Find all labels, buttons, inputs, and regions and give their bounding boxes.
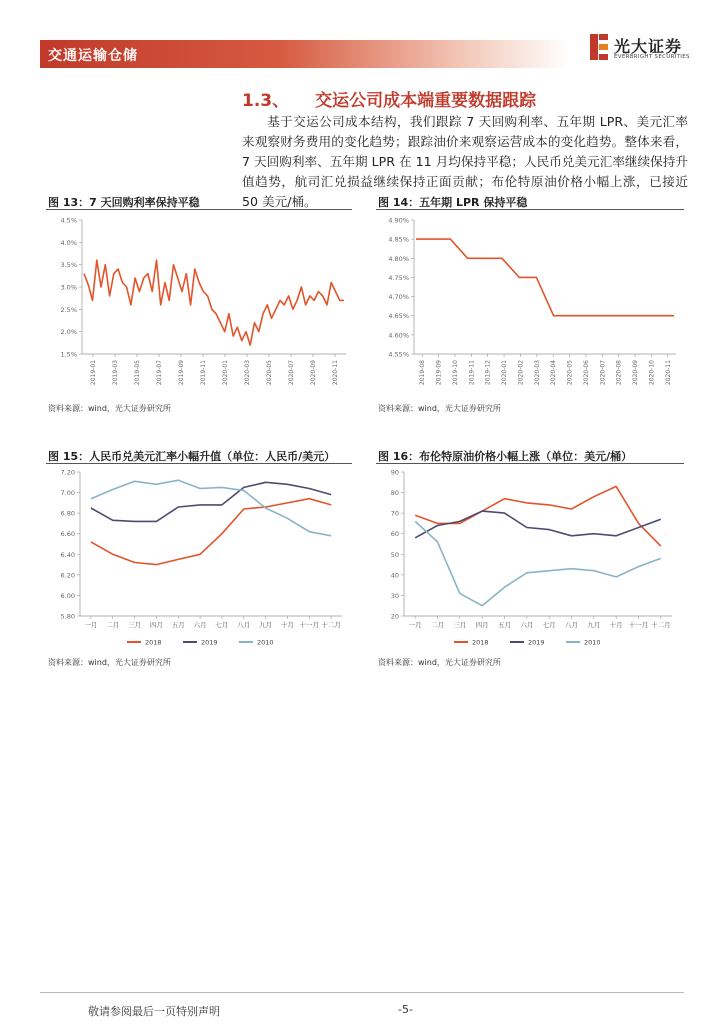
y-tick-label: 4.75%	[388, 273, 409, 282]
figure-14-title: 图 14：五年期 LPR 保持平稳	[378, 196, 528, 209]
x-tick-label: 2019-07	[156, 360, 163, 386]
x-tick-label: 四月	[475, 621, 489, 629]
y-tick-label: 60	[390, 530, 399, 539]
x-tick-label: 一月	[408, 621, 422, 629]
figure-15-title: 图 15：人民币兑美元汇率小幅升值（单位：人民币/美元）	[48, 450, 336, 463]
x-tick-label: 八月	[237, 621, 251, 629]
x-tick-label: 2020-01	[222, 360, 229, 386]
x-tick-label: 2019-11	[200, 360, 207, 386]
y-tick-label: 70	[390, 509, 399, 518]
y-tick-label: 4.90%	[388, 216, 409, 225]
x-tick-label: 八月	[565, 621, 578, 629]
x-tick-label: 2020-09	[632, 360, 640, 386]
x-tick-label: 2019-12	[484, 360, 492, 386]
figure-15-source: 资料来源：wind，光大证券研究所	[48, 658, 171, 667]
series-line-2010	[91, 480, 331, 536]
header-title: 交通运输仓储	[48, 48, 138, 64]
x-tick-label: 2020-07	[599, 360, 607, 386]
series-line	[416, 239, 674, 316]
x-tick-label: 2020-01	[501, 360, 509, 386]
series-line-2010	[415, 521, 661, 605]
y-tick-label: 40	[390, 571, 399, 580]
x-tick-label: 2020-06	[582, 360, 590, 386]
x-tick-label: 2019-01	[90, 360, 97, 386]
y-tick-label: 6.80	[60, 509, 75, 518]
body-text: 基于交运公司成本结构，我们跟踪 7 天回购利率、五年期 LPR、美元汇率来观察财务费用的变化趋势；跟踪油价来观察运营成本的变化趋势。整体来看，7 天回购利率、五年期 LPR 在 11 月均保持平稳；人民币兑美元汇率继续保持升值趋势，航司汇兑损益继续保持正面贡献；布伦特原油价格小幅上涨，已接近 50 美元/桶。	[242, 114, 688, 209]
y-tick-label: 4.55%	[388, 350, 409, 359]
x-tick-label: 2020-10	[648, 360, 656, 386]
figure-14-rule	[376, 209, 684, 210]
y-tick-label: 30	[390, 591, 399, 600]
y-tick-label: 4.70%	[388, 293, 409, 302]
y-tick-label: 7.20	[60, 468, 75, 477]
x-tick-label: 2020-08	[615, 360, 623, 386]
x-tick-label: 一月	[84, 621, 98, 629]
x-tick-label: 2020-07	[288, 360, 295, 386]
legend-label-2018: 2018	[472, 638, 489, 647]
x-tick-label: 2020-04	[550, 360, 558, 386]
y-tick-label: 1.5%	[60, 350, 77, 359]
x-tick-label: 2020-11	[664, 360, 672, 386]
brand-logo-icon	[588, 32, 610, 62]
y-tick-label: 2.0%	[60, 328, 77, 337]
x-tick-label: 2019-09	[178, 360, 185, 386]
y-tick-label: 5.80	[60, 612, 75, 621]
section-title	[242, 86, 536, 111]
x-tick-label: 五月	[498, 621, 511, 629]
brand-name-en: EVERBRIGHT SECURITIES	[614, 54, 690, 60]
x-tick-label: 六月	[193, 621, 207, 629]
y-tick-label: 4.0%	[60, 238, 77, 247]
y-tick-label: 3.5%	[60, 261, 77, 270]
y-tick-label: 80	[390, 489, 399, 498]
brand-name: 光大证券	[614, 37, 683, 56]
x-tick-label: 2020-11	[332, 360, 339, 386]
series-line-2019	[415, 511, 661, 538]
y-tick-label: 4.5%	[60, 216, 77, 225]
x-tick-label: 六月	[520, 621, 534, 629]
y-tick-label: 4.60%	[388, 331, 409, 340]
x-tick-label: 四月	[149, 621, 163, 629]
x-tick-label: 九月	[587, 621, 601, 629]
figure-13-source: 资料来源：wind，光大证券研究所	[48, 404, 171, 413]
x-tick-label: 十月	[609, 621, 623, 629]
y-tick-label: 2.5%	[60, 305, 77, 314]
footer-divider	[40, 992, 684, 993]
x-tick-label: 2020-03	[533, 360, 541, 386]
y-tick-label: 20	[390, 612, 399, 621]
x-tick-label: 二月	[431, 621, 444, 629]
x-tick-label: 十一月	[628, 621, 649, 629]
x-tick-label: 2019-08	[419, 360, 427, 386]
y-tick-label: 90	[390, 468, 399, 477]
x-tick-label: 二月	[106, 621, 120, 629]
x-tick-label: 十月	[280, 621, 294, 629]
y-tick-label: 7.00	[60, 489, 75, 498]
figure-16-title: 图 16：布伦特原油价格小幅上涨（单位：美元/桶）	[378, 450, 633, 463]
legend-label-2019: 2019	[201, 638, 218, 647]
y-tick-label: 50	[390, 550, 399, 559]
y-tick-label: 6.40	[60, 550, 75, 559]
y-tick-label: 6.60	[60, 530, 75, 539]
x-tick-label: 三月	[453, 621, 467, 629]
x-tick-label: 2020-02	[517, 360, 525, 386]
x-tick-label: 2020-03	[244, 360, 251, 386]
x-tick-label: 七月	[215, 621, 229, 629]
legend-label-2019: 2019	[528, 638, 545, 647]
x-tick-label: 九月	[259, 621, 273, 629]
legend-label-2010: 2010	[257, 638, 274, 647]
figure-14-chart	[376, 212, 684, 398]
series-line-2018	[415, 486, 661, 546]
section-number: 1.3、	[242, 91, 290, 111]
y-tick-label: 6.20	[60, 571, 75, 580]
y-tick-label: 4.85%	[388, 235, 409, 244]
figure-16-chart	[376, 464, 684, 654]
section-title-text: 交运公司成本端重要数据跟踪	[315, 91, 537, 111]
y-tick-label: 4.65%	[388, 312, 409, 321]
x-tick-label: 2019-11	[468, 360, 476, 386]
figure-15-chart	[46, 464, 352, 654]
x-tick-label: 2020-05	[266, 360, 273, 386]
figure-14-source: 资料来源：wind，光大证券研究所	[378, 404, 501, 413]
figure-13-rule	[46, 209, 352, 210]
y-tick-label: 6.00	[60, 591, 75, 600]
y-tick-label: 3.0%	[60, 283, 77, 292]
series-line	[84, 260, 344, 345]
x-tick-label: 十二月	[651, 621, 671, 629]
x-tick-label: 2019-09	[435, 360, 443, 386]
legend-label-2018: 2018	[145, 638, 162, 647]
x-tick-label: 2019-05	[134, 360, 141, 386]
figure-16-source: 资料来源：wind，光大证券研究所	[378, 658, 501, 667]
x-tick-label: 七月	[542, 621, 556, 629]
x-tick-label: 2020-05	[566, 360, 574, 386]
figure-13-title: 图 13：7 天回购利率保持平稳	[48, 196, 200, 209]
x-tick-label: 十一月	[299, 621, 319, 629]
series-line-2018	[91, 499, 331, 565]
x-tick-label: 十二月	[321, 621, 341, 629]
x-tick-label: 三月	[128, 621, 142, 629]
x-tick-label: 五月	[171, 621, 185, 629]
footer-disclaimer: 敬请参阅最后一页特别声明	[88, 1005, 220, 1018]
y-tick-label: 4.80%	[388, 254, 409, 263]
brand-logo	[588, 32, 688, 66]
x-tick-label: 2019-10	[451, 360, 459, 386]
legend-label-2010: 2010	[584, 638, 601, 647]
x-tick-label: 2019-03	[112, 360, 119, 386]
x-tick-label: 2020-09	[310, 360, 317, 386]
figure-13-chart	[46, 212, 352, 398]
page-number: -5-	[398, 1003, 413, 1016]
